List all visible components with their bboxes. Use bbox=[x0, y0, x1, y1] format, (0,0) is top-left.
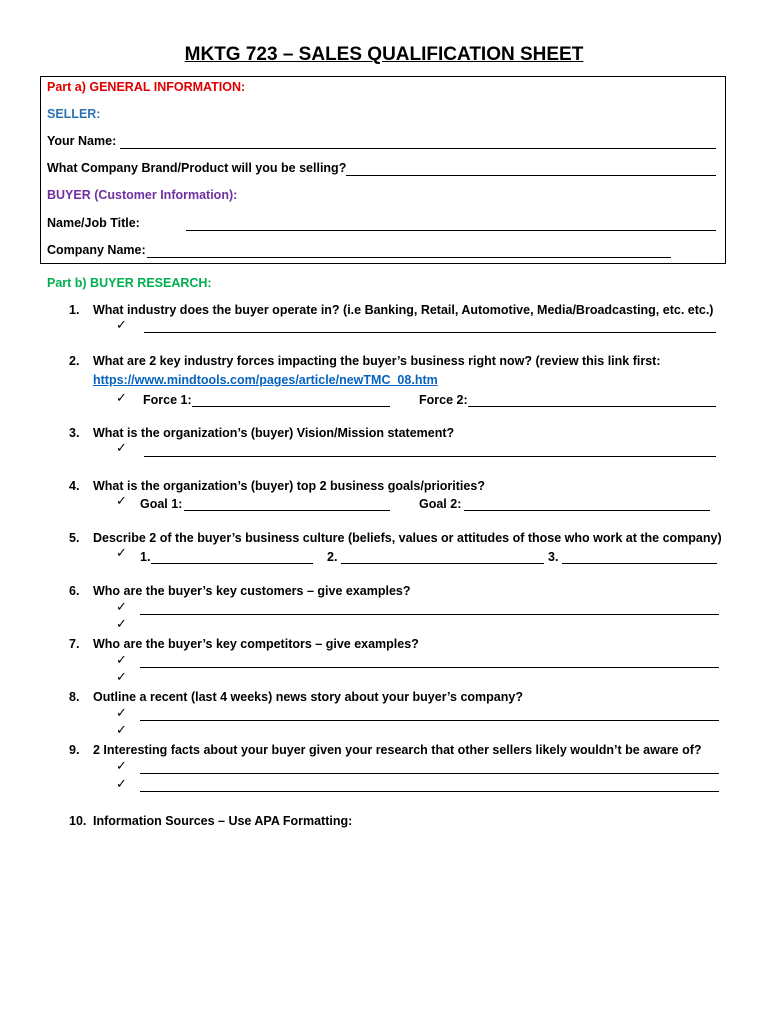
culture1-field[interactable] bbox=[151, 563, 313, 564]
question-text: What is the organization’s (buyer) Vision/Mission statement? bbox=[93, 426, 455, 440]
force1-label: Force 1: bbox=[143, 393, 192, 407]
company-name-field[interactable] bbox=[147, 257, 671, 258]
seller-heading: SELLER: bbox=[47, 107, 101, 121]
check-icon: ✓ bbox=[116, 494, 127, 509]
check-icon: ✓ bbox=[116, 670, 127, 685]
question-number: 10. bbox=[69, 814, 87, 828]
culture3-field[interactable] bbox=[562, 563, 717, 564]
question-number: 9. bbox=[69, 743, 80, 757]
question-number: 4. bbox=[69, 479, 80, 493]
question-number: 5. bbox=[69, 531, 80, 545]
question-number: 8. bbox=[69, 690, 80, 704]
question-text: What are 2 key industry forces impacting the buyer’s business right now? (review this link first: bbox=[93, 354, 661, 368]
part-b-heading: Part b) BUYER RESEARCH: bbox=[47, 276, 212, 290]
part-a-heading: Part a) GENERAL INFORMATION: bbox=[47, 80, 246, 94]
name-job-title-field[interactable] bbox=[186, 230, 716, 231]
answer-field[interactable] bbox=[140, 720, 719, 721]
answer-field[interactable] bbox=[140, 773, 719, 774]
answer-field[interactable] bbox=[144, 456, 716, 457]
culture2-label: 2. bbox=[327, 550, 338, 564]
check-icon: ✓ bbox=[116, 546, 127, 561]
question-number: 6. bbox=[69, 584, 80, 598]
reference-link[interactable]: https://www.mindtools.com/pages/article/newTMC_08.htm bbox=[93, 373, 438, 387]
check-icon: ✓ bbox=[116, 723, 127, 738]
goal1-label: Goal 1: bbox=[140, 497, 183, 511]
check-icon: ✓ bbox=[116, 653, 127, 668]
question-number: 3. bbox=[69, 426, 80, 440]
check-icon: ✓ bbox=[116, 777, 127, 792]
check-icon: ✓ bbox=[116, 617, 127, 632]
company-name-label: Company Name: bbox=[47, 243, 146, 257]
goal2-field[interactable] bbox=[464, 510, 710, 511]
question-text: Who are the buyer’s key competitors – give examples? bbox=[93, 637, 419, 651]
question-text: Who are the buyer’s key customers – give examples? bbox=[93, 584, 411, 598]
culture1-label: 1. bbox=[140, 550, 151, 564]
answer-field[interactable] bbox=[140, 614, 719, 615]
check-icon: ✓ bbox=[116, 706, 127, 721]
name-job-title-label: Name/Job Title: bbox=[47, 216, 140, 230]
culture3-label: 3. bbox=[548, 550, 559, 564]
question-text: Information Sources – Use APA Formatting: bbox=[93, 814, 353, 828]
question-text: Describe 2 of the buyer’s business culture (beliefs, values or attitudes of those who work at the company) bbox=[93, 531, 722, 545]
question-number: 2. bbox=[69, 354, 80, 368]
check-icon: ✓ bbox=[116, 391, 127, 406]
question-number: 7. bbox=[69, 637, 80, 651]
goal1-field[interactable] bbox=[184, 510, 390, 511]
question-text: What industry does the buyer operate in? (i.e Banking, Retail, Automotive, Media/Broadcasting, etc. etc.) bbox=[93, 303, 714, 317]
brand-product-label: What Company Brand/Product will you be selling? bbox=[47, 161, 347, 175]
answer-field[interactable] bbox=[144, 332, 716, 333]
question-text: What is the organization’s (buyer) top 2 business goals/priorities? bbox=[93, 479, 485, 493]
check-icon: ✓ bbox=[116, 600, 127, 615]
question-text: Outline a recent (last 4 weeks) news story about your buyer’s company? bbox=[93, 690, 523, 704]
force1-field[interactable] bbox=[192, 406, 390, 407]
your-name-field[interactable] bbox=[120, 148, 716, 149]
check-icon: ✓ bbox=[116, 318, 127, 333]
question-number: 1. bbox=[69, 303, 80, 317]
check-icon: ✓ bbox=[116, 441, 127, 456]
buyer-heading: BUYER (Customer Information): bbox=[47, 188, 238, 202]
question-text: 2 Interesting facts about your buyer given your research that other sellers likely wouldn’t be aware of? bbox=[93, 743, 702, 757]
check-icon: ✓ bbox=[116, 759, 127, 774]
brand-product-field[interactable] bbox=[346, 175, 716, 176]
force2-field[interactable] bbox=[468, 406, 716, 407]
answer-field[interactable] bbox=[140, 791, 719, 792]
answer-field[interactable] bbox=[140, 667, 719, 668]
your-name-label: Your Name: bbox=[47, 134, 117, 148]
page-title: MKTG 723 – SALES QUALIFICATION SHEET bbox=[184, 44, 584, 65]
goal2-label: Goal 2: bbox=[419, 497, 462, 511]
force2-label: Force 2: bbox=[419, 393, 468, 407]
culture2-field[interactable] bbox=[341, 563, 544, 564]
